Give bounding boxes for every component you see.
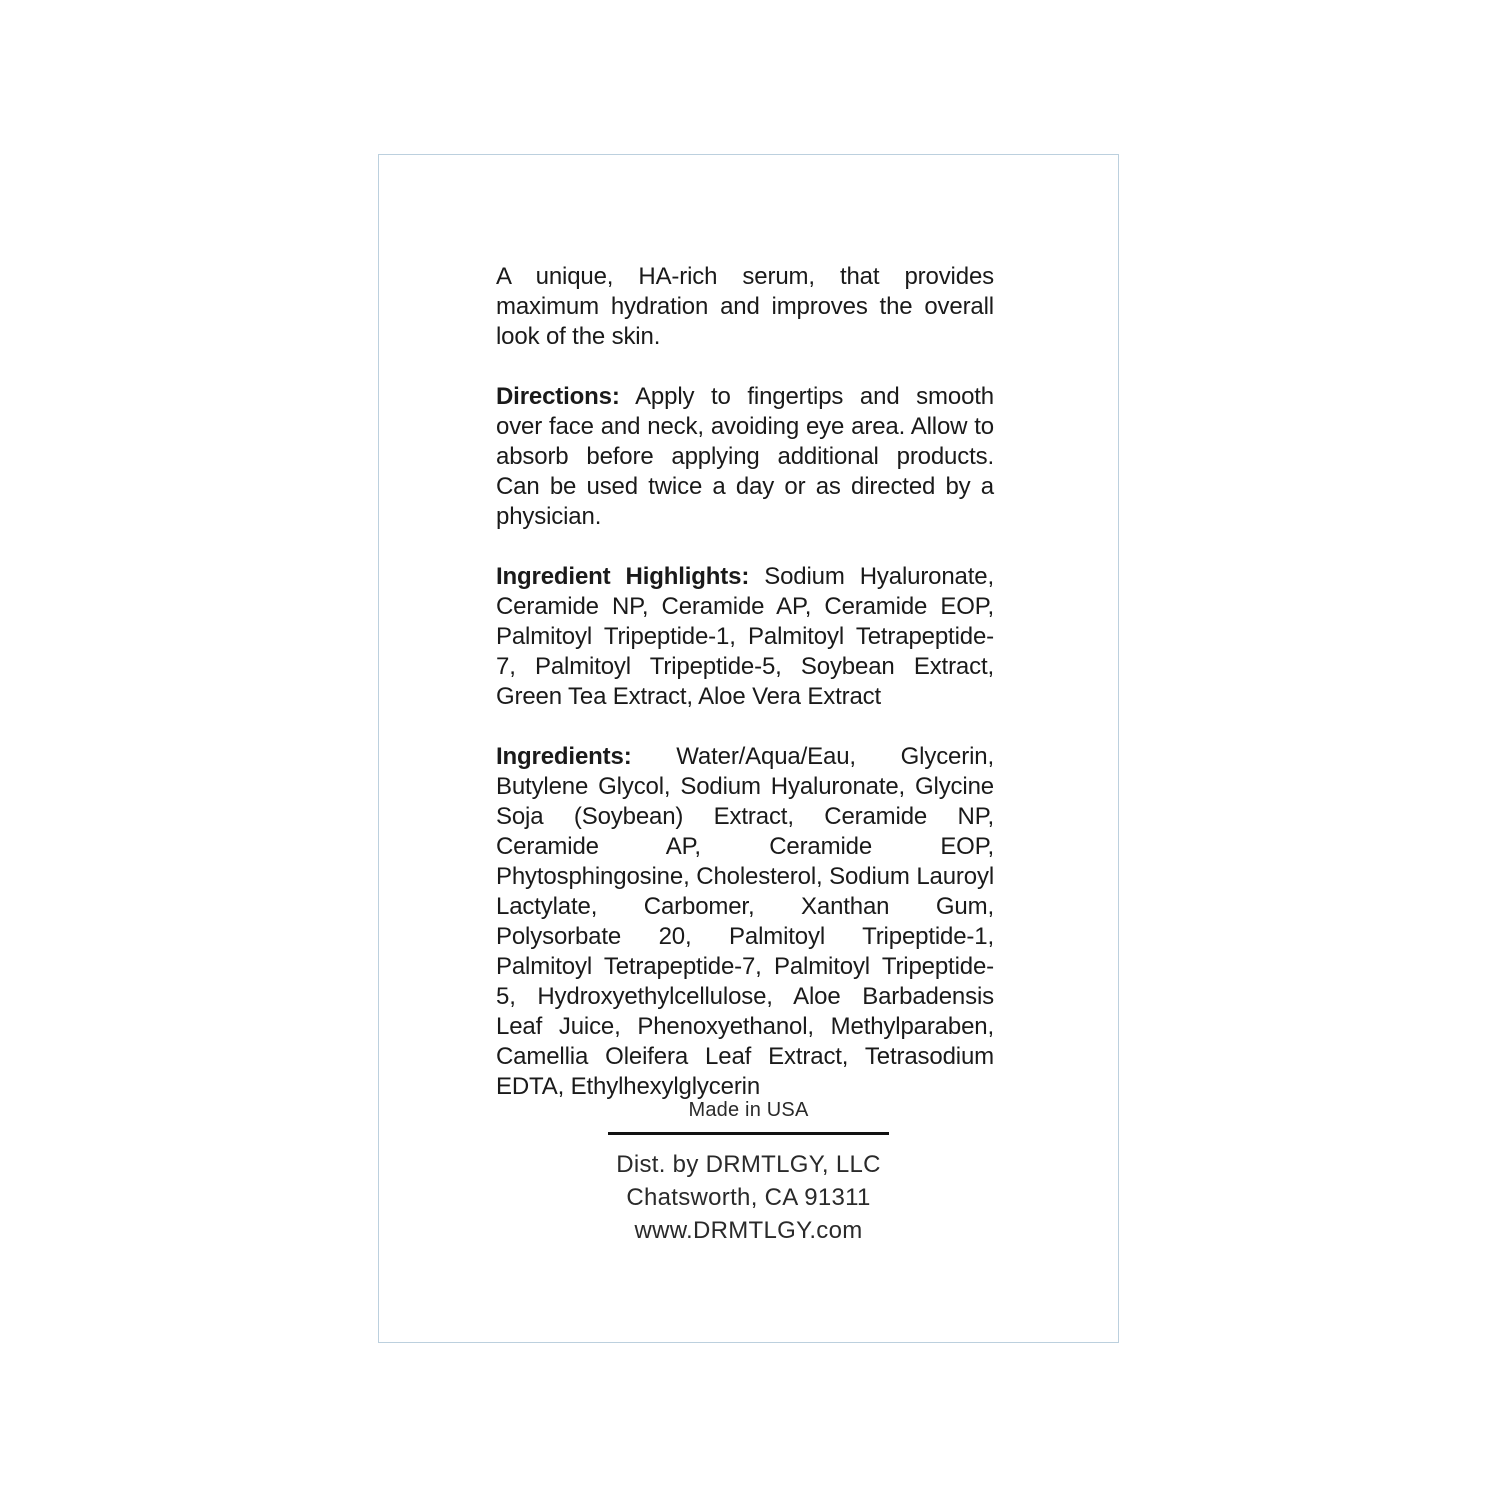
footer-divider <box>608 1132 889 1135</box>
distributor-website: www.DRMTLGY.com <box>634 1217 863 1244</box>
distributor-footer <box>379 1097 1118 1247</box>
directions-section <box>496 382 994 532</box>
product-label-panel <box>378 154 1119 1343</box>
label-copy <box>496 262 994 1132</box>
product-description: A unique, HA-rich serum, that provides maximum hydration and improves the overall look of the skin. <box>496 263 994 350</box>
ingredient-highlights-section <box>496 562 994 712</box>
ingredients-text: Water/Aqua/Eau, Glycerin, Butylene Glycol, Sodium Hyaluronate, Glycine Soja (Soybean) Extract, Ceramide NP, Ceramide AP, Ceramide EOP, Phytosphingosine, Cholesterol, Sodium Lauroyl Lactylate, Carbomer, Xanthan Gum, Polysorbate 20, Palmitoyl Tripeptide-1, Palmitoyl Tetrapeptide-7, Palmitoyl Tripeptide-5, Hydroxyethylcellulose, Aloe Barbadensis Leaf Juice, Phenoxyethanol, Methylparaben, Camellia Oleifera Leaf Extract, Tetrasodium EDTA, Ethylhexylglycerin <box>496 743 994 1100</box>
made-in-usa: Made in USA <box>688 1099 809 1121</box>
directions-text: Apply to fingertips and smooth over face and neck, avoiding eye area. Allow to absorb before applying additional products. Can be used twice a day or as directed by a physician. <box>496 383 994 530</box>
ingredients-section <box>496 742 994 1102</box>
ingredient-highlights-heading: Ingredient Highlights: <box>496 563 750 590</box>
distributor-name: Dist. by DRMTLGY, LLC <box>616 1151 881 1178</box>
directions-heading: Directions: <box>496 383 620 410</box>
ingredients-heading: Ingredients: <box>496 743 632 770</box>
distributor-address: Chatsworth, CA 91311 <box>626 1184 871 1211</box>
ingredient-highlights-text: Sodium Hyaluronate, Ceramide NP, Ceramide AP, Ceramide EOP, Palmitoyl Tripeptide-1, Palmitoyl Tetrapeptide-7, Palmitoyl Tripeptide-5, Soybean Extract, Green Tea Extract, Aloe Vera Extract <box>496 563 994 710</box>
